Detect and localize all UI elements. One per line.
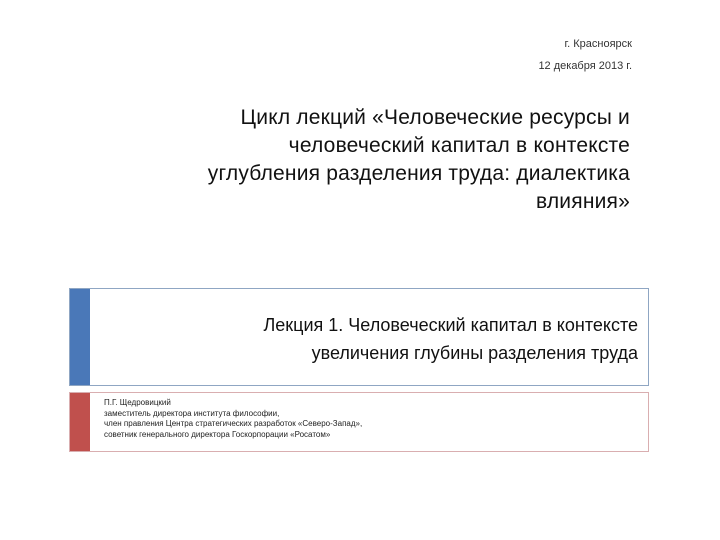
date-text: 12 декабря 2013 г. [538, 60, 632, 72]
author-info-box [69, 392, 649, 452]
author-name: П.Г. Щедровицкий [104, 398, 171, 407]
lecture-subtitle [118, 311, 638, 367]
author-info [104, 398, 362, 440]
lecture-accent-bar [70, 289, 90, 385]
author-position: заместитель директора института философии, [104, 408, 280, 418]
lecture-line: увеличения глубины разделения труда [311, 343, 638, 363]
lecture-line: Лекция 1. Человеческий капитал в контексте [263, 315, 638, 335]
title-line: человеческий капитал в контексте [288, 134, 630, 157]
author-position: член правления Центра стратегических разработок «Северо-Запад», [104, 419, 363, 428]
author-accent-bar [70, 393, 90, 451]
title-line: Цикл лекций «Человеческие ресурсы и [240, 106, 630, 129]
author-position: советник генерального директора Госкорпорации «Росатом» [104, 429, 331, 439]
title-line: углубления разделения труда: диалектика [207, 162, 630, 185]
lecture-subtitle-box [69, 288, 649, 386]
page-title [110, 104, 630, 216]
title-line: влияния» [535, 190, 630, 213]
location-text: г. Красноярск [564, 38, 632, 50]
